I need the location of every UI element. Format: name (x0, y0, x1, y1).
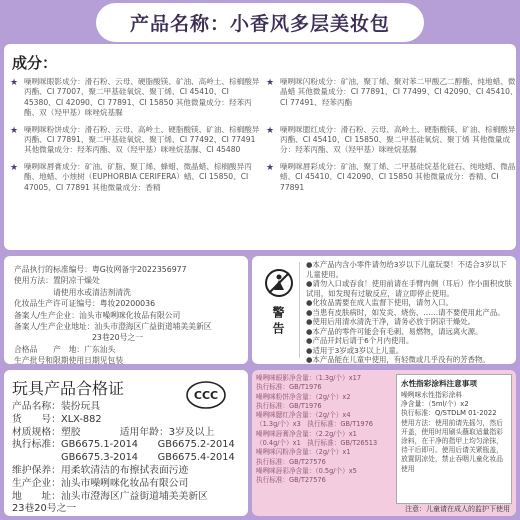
star-icon: ★ (10, 125, 19, 136)
certificate-line: 材质规格：塑胶 适用年龄：3岁及以上 (12, 426, 215, 438)
standard-line: 请使用水或清洁剂清洗 (14, 287, 131, 297)
spec-line: 噪咧咪腮红净含量：（2g/个）x4 (256, 411, 351, 420)
warning-label: 警告 (271, 306, 285, 338)
standard-line: 备案人/生产企业地址：汕头市澄海区广益街道埔美美新区 (14, 322, 212, 332)
note-title: 水性指彩涂料注意事项 (401, 379, 477, 388)
ingredient-item: ★ 噪咧咪唇彩成分：矿油、聚丁烯、二甲基硅烷基化硅石、纯地蜡、微晶蜡、CI 45410、CI 42090、CI 15850 其他微量成分：香精、CI 77891 (266, 161, 516, 192)
certificate-line: 产品名称：装扮玩具 (12, 401, 101, 412)
warning-sidebar (258, 262, 300, 358)
certificate-line: 执行标准：GB6675.1-2014 GB6675.2-2014 (12, 439, 235, 451)
ccc-mark-icon (186, 380, 226, 410)
star-icon: ★ (266, 162, 275, 173)
specs-card (252, 370, 516, 516)
note-line: 净含量：（5ml/个）x2 (401, 400, 469, 409)
product-title: 产品名称：小香风多层美妆包 (96, 3, 424, 42)
warning-line: ●适用于3岁或3岁以上儿童。 (306, 345, 404, 355)
spec-line: 执行标准：GB/T1976 (256, 401, 322, 410)
ingredient-item: ★ 噪咧咪闪粉成分：矿油、聚丁烯、聚对苯二甲酸乙二醇酯、纯地蜡、微晶蜡 其他微量成分：CI 77891、CI 77499、CI 42090、CI 45410、CI 77491、羟苯丙酯 (266, 77, 518, 107)
warning-line: ●请勿入口或吞食！使用前请在手臂内侧（耳后）作小面积皮肤试用，如发现有过敏反应，请立即停止使用。 (306, 279, 512, 298)
warning-line: ●本产品能在儿童中使用，有轻微或几乎没有的芳香物。 (306, 355, 490, 364)
ingredient-item: ★ 噪咧咪粉饼成分：滑石粉、云母、高岭土、硬脂酸镁、矿油、棕榈酸异丙酯、CI 77891、聚二甲基硅氧烷、聚丁烯、CI 77492、CI 77491 其他微量成分：羟苯丙酯、双（羟甲基）咪唑烷基脲、CI 45480 (10, 124, 260, 155)
ingredient-item: ★ 噪咧咪腮红成分：滑石粉、云母、高岭土、硬脂酸镁、矿油、棕榈酸异丙酯、CI 45410、CI 15850、聚二甲基硅氧烷、聚丁烯 其他微量成分：羟苯丙酯、双（羟甲基）咪唑烷基脲 (266, 124, 516, 155)
supervision-note: 注意：儿童请在成人的监护下使用 (405, 505, 510, 513)
spec-line: 噪咧咪闪粉净含量：（2g/个）x1 (256, 448, 351, 457)
spec-line: 噪咧咪唇膏净含量：（2.2g/个）x1 (256, 429, 357, 438)
svg-text:CCC: CCC (193, 389, 219, 402)
certificate-line: 货 号：XLX-882 (12, 413, 102, 425)
standard-line: 产品执行的标准编号：粤G妆网备字2022356977 (14, 265, 187, 274)
note-line: 噪咧咪水性指彩涂料 (401, 391, 463, 399)
ingredients-heading: 成分： (12, 54, 58, 72)
warning-text (306, 260, 512, 365)
spec-line: 噪咧咪唇彩净含量：（0.5g/个）x5 (256, 466, 357, 475)
certificate-title: 玩具产品合格证 (12, 379, 125, 398)
certificate-line: 23巷20号之一 (12, 503, 77, 515)
standard-line: 合格品 产 地：广东汕头 (14, 344, 116, 354)
standard-line: 备案人/生产企业：汕头市噪咧咪化妆品有限公司 (14, 310, 181, 320)
star-icon: ★ (266, 78, 275, 88)
note-line: 执行标准：Q/STDLM 01-2022 (401, 409, 497, 418)
certificate-line: 生产企业：汕头市噪咧咪化妆品有限公司 (12, 477, 189, 489)
certificate-line: 地 址：汕头市澄海区广益街道埔美美新区 (12, 490, 208, 502)
title-bar (0, 0, 520, 44)
standard-line: 使用方法：置阴凉干燥处 (14, 276, 100, 286)
warning-line: ●本产品内含小零件请勿给3岁以下儿童玩耍！不适合3岁以下儿童使用。 (306, 260, 507, 279)
certificate-card (4, 370, 248, 516)
ingredient-item: ★ 噪咧咪眼影成分：滑石粉、云母、硬脂酸镁、矿油、高岭土、棕榈酸异丙酯、CI 77007、聚二甲基硅氧烷、聚丁烯、CI 45410、CI 45380、CI 42090、CI 77891、CI 15850 其他微量成分：羟苯丙酯、双（羟甲基）咪唑烷基脲 (10, 77, 260, 118)
standard-info-card (4, 256, 248, 364)
certificate-line: 维护保养：用柔软清洁的布擦拭表面污迹 (12, 464, 189, 476)
specs-list (256, 374, 392, 486)
warning-line: ●当患有皮肤病时，如发炎、烧伤、……请不要使用此产品。 (306, 307, 505, 317)
star-icon: ★ (10, 162, 19, 173)
standard-line: 化妆品生产许可证编号：粤妆20200036 (14, 299, 156, 309)
warning-line: ●使用后用清水清洗干净，请务必放于阴凉干燥处。 (306, 317, 476, 326)
standard-line: 23巷20号之一 (14, 333, 143, 343)
spec-line: （1.3g/个）x3 执行标准：GB/T1976 (256, 420, 373, 429)
ingredient-item: ★ 噪咧咪唇膏成分：矿油、矿脂、聚丁烯、蜂蜡、微晶蜡、棕榈酸异丙酯、地蜡、小烛树（EUPHORBIA CERIFERA）蜡、CI 15850、CI 47005、CI 77891 其他微量成分：香精 (10, 161, 252, 192)
spec-line: 噪咧咪粉饼净含量：（2g/个）x2 (256, 392, 351, 401)
spec-line: 执行标准：GB/T1976 (256, 383, 322, 392)
warning-line: ●产品开封后请于6个月内使用。 (306, 336, 414, 345)
ingredients-card (4, 44, 516, 250)
spec-line: （0.4g/个）x1 执行标准：GB/T26513 (256, 439, 378, 448)
warning-card (252, 256, 516, 364)
standard-line: 生产批号和限期使用日期见包装 (14, 356, 124, 366)
ingredients-grid (10, 77, 518, 193)
warning-line: ●本产品的零件可能会有毛刺、易燃物，请远离火源。 (306, 326, 483, 336)
star-icon: ★ (266, 125, 275, 136)
nail-polish-note-box (396, 374, 512, 504)
spec-line: 执行标准：GB/T27576 (256, 476, 326, 485)
star-icon: ★ (10, 78, 19, 88)
certificate-line: GB6675.3-2014 GB6675.4-2014 (12, 452, 235, 464)
age-restriction-icon (264, 268, 294, 298)
spec-line: 执行标准：GB/T27576 (256, 457, 326, 466)
warning-line: ●化妆品需要在成人监督下使用，请勿入口。 (306, 298, 453, 307)
note-line: 使用方法：使用前请先摇匀，然后开盖，使用时用刷头蘸取适量指彩涂料，在干净的指甲上均匀涂抹，待干后即可。使用后请关紧瓶盖，放置阴凉处，禁止吞咽儿童化妆品使用 (401, 418, 503, 473)
spec-line: 噪咧咪眼影净含量：（1.3g/个）x17 (256, 374, 362, 382)
